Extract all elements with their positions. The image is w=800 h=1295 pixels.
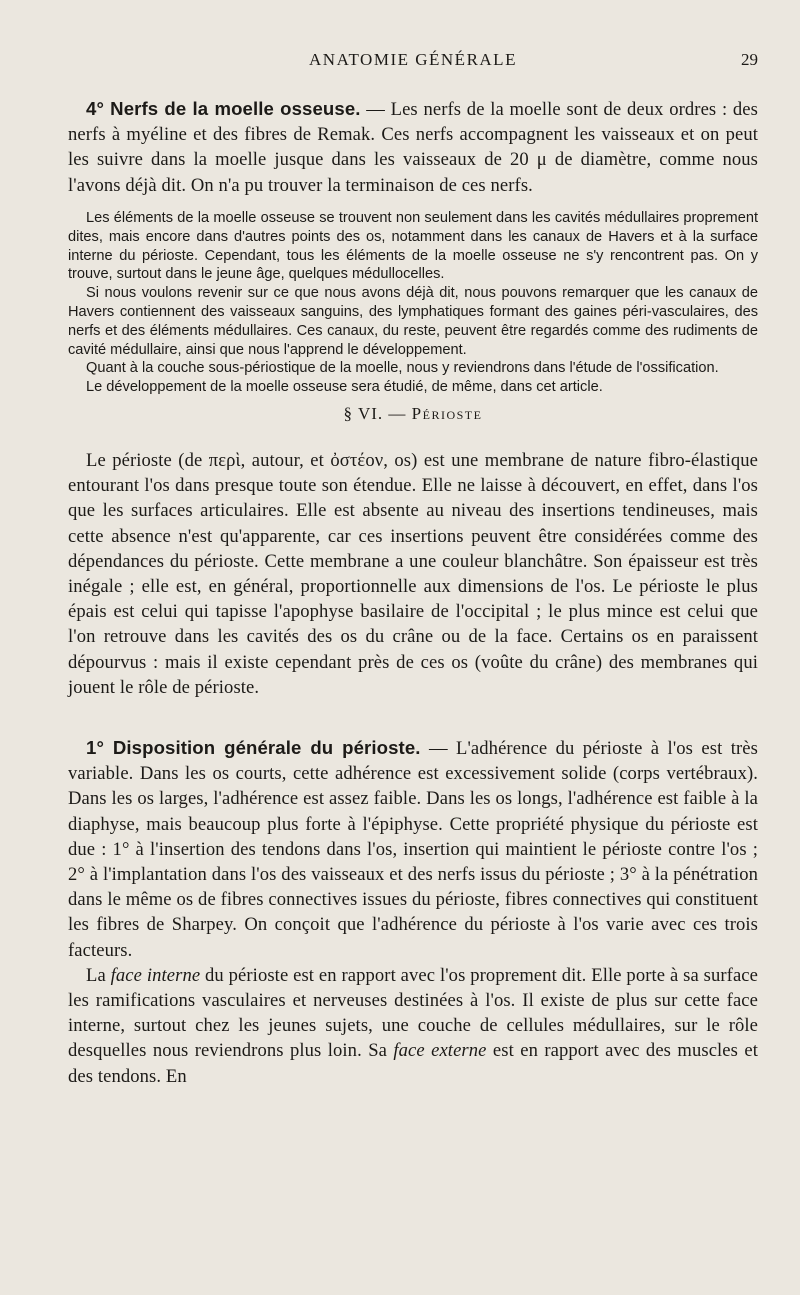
section-heading (68, 404, 758, 424)
heading-disposition-generale: 1° Disposition générale du périoste. (86, 737, 421, 758)
heading-nerfs-moelle: 4° Nerfs de la moelle osseuse. (86, 98, 361, 119)
note-paragraph-4: Le développement de la moelle osseuse sera étudié, de même, dans cet article. (86, 379, 603, 396)
paragraph-text: Le périoste (de περὶ, autour, et ὀστέον, os) est une membrane de nature fibro-élastique entourant l'os dans presque toute son étendue. Elle ne laisse à découvert, en effet, dans l'os que les surfaces articulaires. Elle est absente au niveau des insertions tendineuses, mais cette absence n'est qu'apparente, car ces insertions peuvent être considérées comme des dépendances du périoste. Cette membrane a une couleur blanchâtre. Son épaisseur est très inégale ; elle est, en général, proportionnelle aux dimensions de l'os. Le périoste le plus épais est celui qui tapisse l'apophyse basilaire de l'occipital ; le plus mince est celui que l'on retrouve dans les cavités des os du crâne ou de la face. Certains os en paraissent dépourvus : mais il existe cependant près de ces os (voûte du crâne) des membranes qui jouent le rôle de périoste. (68, 450, 758, 698)
paragraph-text: — L'adhérence du périoste à l'os est très variable. Dans les os courts, cette adhérence est excessivement solide (corps vertébraux). Dans les os larges, l'adhérence est assez faible. Dans les os longs, l'adhérence est faible à la diaphyse, mais beaucoup plus forte à l'épiphyse. Cette propriété physique du périoste est due : 1° à l'insertion des tendons dans l'os, insertion qui maintient le périoste contre l'os ; 2° à l'implantation dans l'os des vaisseaux et des nerfs issus du périoste ; 3° à la pénétration dans le même os de fibres connectives issues du périoste, fibres connectives qui constituent les fibres de Sharpey. On conçoit que l'adhérence du périoste à l'os varie avec ces trois facteurs. (68, 738, 758, 961)
section-title: Périoste (411, 404, 483, 423)
running-head: ANATOMIE GÉNÉRALE (309, 50, 517, 69)
page-header (68, 50, 758, 76)
note-paragraph-2: Si nous voulons revenir sur ce que nous avons déjà dit, nous pouvons remarquer que les canaux de Havers contiennent des vaisseaux sanguins, des lymphatiques formant des gaines péri-vasculaires, des nerfs et des éléments médullaires. Ces canaux, du reste, peuvent être regardés comme des rudiments de cavité médullaire, ainsi que nous l'apprend le développement. (68, 285, 758, 358)
note-paragraph-1: Les éléments de la moelle osseuse se trouvent non seulement dans les cavités médullaires proprement dites, mais encore dans d'autres points des os, notamment dans les canaux de Havers et à la surface interne du périoste. Cependant, tous les éléments de la moelle osseuse ne s'y rencontrent pas. On y trouve, surtout dans le jeune âge, quelques médullocelles. (68, 210, 758, 283)
term-face-externe: face externe (393, 1040, 487, 1062)
page-number: 29 (741, 50, 758, 69)
paragraph-text: — Les nerfs de la moelle sont de deux ordres : des nerfs à myéline et des fibres de Remak. Ces nerfs accompagnent les vaisseaux et on peut les suivre dans la moelle jusque dans les vaisseaux de 20 μ de diamètre, comme nous l'avons déjà dit. On n'a pu trouver la terminaison de ces nerfs. (68, 99, 758, 196)
section-number: § VI. — (343, 404, 407, 423)
term-face-interne: face interne (110, 964, 201, 986)
paragraph-nerfs-moelle (68, 96, 758, 198)
paragraph-faces: La face interne du périoste est en rapport avec l'os proprement dit. Elle porte à sa surface les ramifications vasculaires et nerveuses destinées à l'os. Il existe de plus sur cette face interne, surtout chez les jeunes sujets, une couche de cellules médullaires, sur le rôle desquelles nous reviendrons plus loin. Sa face externe est en rapport avec des muscles et des tendons. En (68, 964, 759, 1087)
small-print-notes (68, 209, 758, 397)
note-paragraph-3: Quant à la couche sous-périostique de la moelle, nous y reviendrons dans l'étude de l'ossification. (86, 360, 719, 377)
paragraph-disposition-generale (68, 735, 758, 1089)
paragraph-perioste-intro (68, 448, 758, 700)
